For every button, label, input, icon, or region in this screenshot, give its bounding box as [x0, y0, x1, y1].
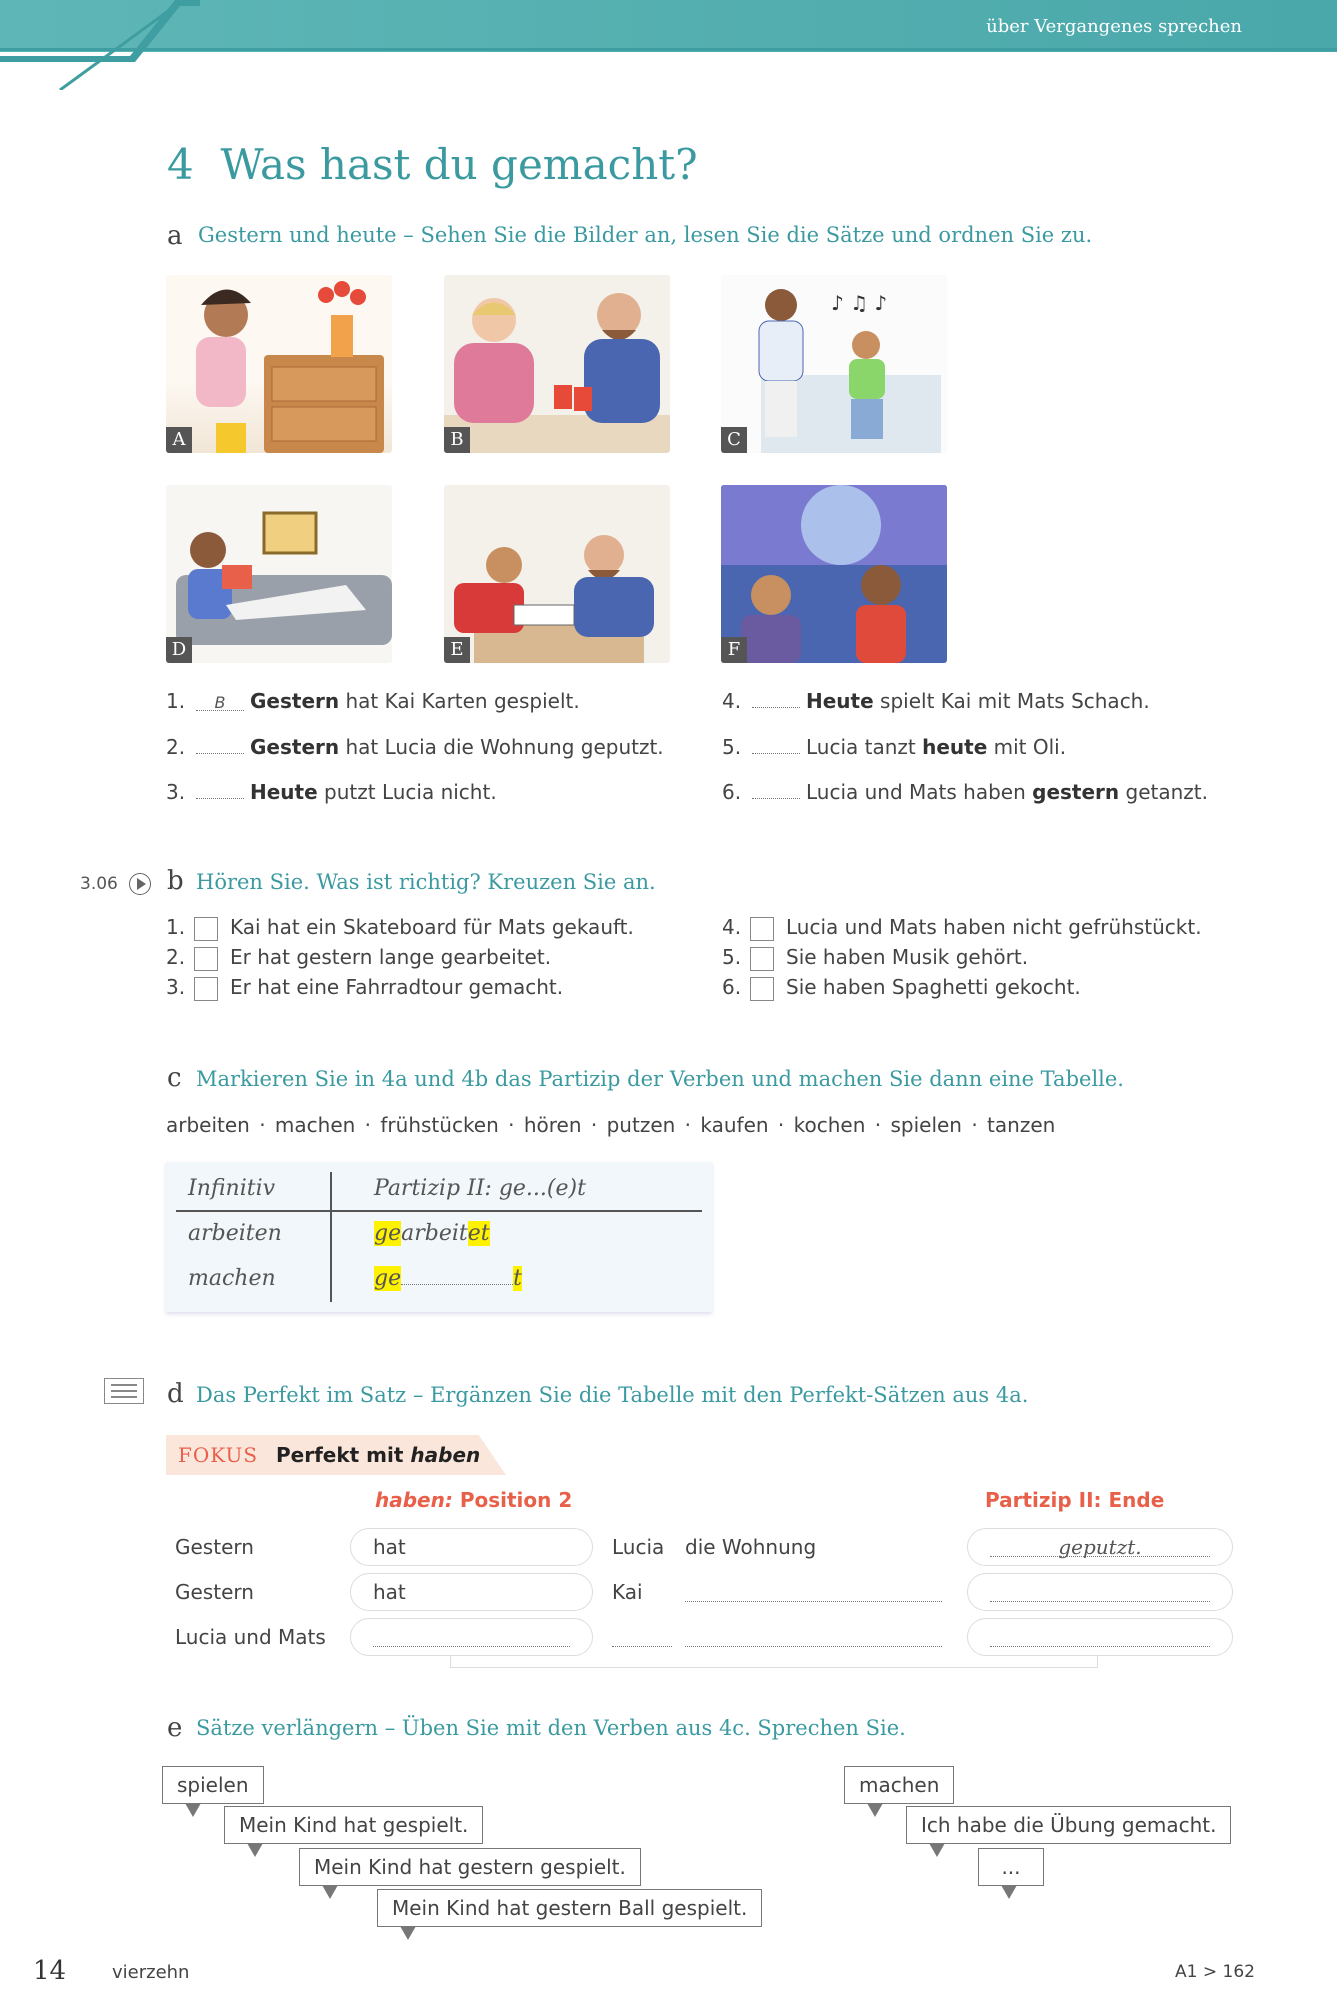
- verb-pill[interactable]: [350, 1618, 593, 1656]
- row-subject: Gestern: [175, 1580, 254, 1604]
- section-e-instruction: Sätze verlängern – Üben Sie mit den Verben aus 4c. Sprechen Sie.: [196, 1716, 906, 1740]
- table-cell-inf: machen: [188, 1266, 276, 1291]
- speech-bubble: Mein Kind hat gestern gespielt.: [299, 1848, 641, 1886]
- partizip-pill[interactable]: geputzt.: [967, 1528, 1233, 1566]
- picture-a: [166, 275, 392, 453]
- audio-track: [80, 873, 151, 895]
- table-cell-inf: arbeiten: [188, 1221, 282, 1246]
- fokus-label: FOKUS: [178, 1443, 259, 1467]
- table-cell-part[interactable]: ge t: [374, 1266, 522, 1291]
- picture-c: [721, 275, 947, 453]
- col-partizip: Partizip II: Ende: [985, 1488, 1165, 1512]
- chess-illustration: [444, 485, 670, 663]
- picture-label: B: [444, 427, 470, 453]
- header-line: [0, 48, 1337, 51]
- page-word: vierzehn: [112, 1962, 190, 1983]
- sentence-a2: 2. Gestern hat Lucia die Wohnung geputzt.: [166, 735, 664, 759]
- fill-line[interactable]: [612, 1625, 672, 1647]
- sentence-a1: 1. B Gestern hat Kai Karten gespielt.: [166, 689, 580, 713]
- grammar-book-icon: [104, 1378, 144, 1404]
- section-b-letter: b: [167, 866, 184, 896]
- checkbox[interactable]: [194, 977, 218, 1001]
- checkbox[interactable]: [194, 947, 218, 971]
- item-b4: 4. Lucia und Mats haben nicht gefrühstückt.: [722, 915, 1202, 939]
- fill-line[interactable]: [685, 1625, 942, 1647]
- fokus-title: Perfekt mit haben: [276, 1443, 481, 1467]
- speech-bubble: machen: [844, 1766, 954, 1804]
- section-e-letter: e: [167, 1713, 183, 1743]
- table-header-line: [176, 1210, 702, 1212]
- row-subject: Gestern: [175, 1535, 254, 1559]
- checkbox[interactable]: [194, 917, 218, 941]
- table-cell-part: gearbeitet: [374, 1221, 490, 1246]
- verb-list: arbeiten · machen · frühstücken · hören · putzen · kaufen · kochen · spielen · tanzen: [166, 1113, 1056, 1137]
- section-c-letter: c: [167, 1063, 182, 1093]
- speech-bubble: spielen: [162, 1766, 264, 1804]
- section-d-letter: d: [167, 1379, 184, 1409]
- answer-field[interactable]: [752, 690, 800, 708]
- answer-field[interactable]: [752, 781, 800, 799]
- item-b2: 2. Er hat gestern lange gearbeitet.: [166, 945, 552, 969]
- table-col-infinitiv: Infinitiv: [188, 1176, 276, 1201]
- item-b6: 6. Sie haben Spaghetti gekocht.: [722, 975, 1081, 999]
- card-game-illustration: [444, 275, 670, 453]
- picture-d: [166, 485, 392, 663]
- svg-text:♪ ♫ ♪: ♪ ♫ ♪: [831, 291, 888, 315]
- row-word: die Wohnung: [685, 1535, 817, 1559]
- picture-e: [444, 485, 670, 663]
- row-word: Lucia: [612, 1535, 665, 1559]
- speech-bubble: Mein Kind hat gespielt.: [224, 1806, 483, 1844]
- sentence-a4: 4. Heute spielt Kai mit Mats Schach.: [722, 689, 1150, 713]
- concert-illustration: [721, 485, 947, 663]
- partizip-pill[interactable]: [967, 1618, 1233, 1656]
- col-haben: haben: Position 2: [375, 1488, 573, 1512]
- answer-field[interactable]: [196, 736, 244, 754]
- picture-label: A: [166, 427, 192, 453]
- play-icon[interactable]: [129, 873, 151, 895]
- item-b1: 1. Kai hat ein Skateboard für Mats gekauft.: [166, 915, 634, 939]
- sentence-a5: 5. Lucia tanzt heute mit Oli.: [722, 735, 1067, 759]
- sentence-a6: 6. Lucia und Mats haben gestern getanzt.: [722, 780, 1208, 804]
- picture-label: F: [721, 637, 747, 663]
- header-accent-shape: [0, 0, 200, 90]
- verb-pill[interactable]: hat: [350, 1528, 593, 1566]
- table-divider: [330, 1172, 332, 1302]
- audio-track-number: 3.06: [80, 874, 118, 894]
- speech-bubble: Mein Kind hat gestern Ball gespielt.: [377, 1889, 762, 1927]
- row-subject: Lucia und Mats: [175, 1625, 326, 1649]
- header-section: über Vergangenes sprechen: [986, 16, 1242, 37]
- speech-bubble: Ich habe die Übung gemacht.: [906, 1806, 1231, 1844]
- page-number: 14: [33, 1956, 67, 1986]
- checkbox[interactable]: [750, 977, 774, 1001]
- checkbox[interactable]: [750, 947, 774, 971]
- reading-illustration: [166, 485, 392, 663]
- speech-bubble: ...: [978, 1848, 1044, 1886]
- section-d-instruction: Das Perfekt im Satz – Ergänzen Sie die Tabelle mit den Perfekt-Sätzen aus 4a.: [196, 1383, 1029, 1407]
- workbook-reference: A1 > 162: [1175, 1962, 1255, 1982]
- fill-line[interactable]: [685, 1580, 942, 1602]
- title-number: 4: [167, 140, 194, 189]
- section-a-letter: a: [167, 221, 183, 251]
- verb-pill[interactable]: hat: [350, 1573, 593, 1611]
- picture-f: [721, 485, 947, 663]
- item-b5: 5. Sie haben Musik gehört.: [722, 945, 1029, 969]
- answer-field[interactable]: B: [196, 693, 244, 711]
- checkbox[interactable]: [750, 917, 774, 941]
- section-a-instruction: Gestern und heute – Sehen Sie die Bilder an, lesen Sie die Sätze und ordnen Sie zu.: [198, 223, 1093, 247]
- partizip-pill[interactable]: [967, 1573, 1233, 1611]
- picture-b: [444, 275, 670, 453]
- answer-field[interactable]: [196, 781, 244, 799]
- picture-label: E: [444, 637, 470, 663]
- picture-label: D: [166, 637, 192, 663]
- answer-field[interactable]: [752, 736, 800, 754]
- section-c-instruction: Markieren Sie in 4a und 4b das Partizip der Verben und machen Sie dann eine Tabelle.: [196, 1067, 1124, 1091]
- title-text: Was hast du gemacht?: [220, 140, 698, 189]
- table-col-partizip: Partizip II: ge...(e)t: [374, 1176, 586, 1201]
- dancing-illustration: [721, 275, 947, 453]
- picture-label: C: [721, 427, 747, 453]
- sentence-a3: 3. Heute putzt Lucia nicht.: [166, 780, 497, 804]
- row-word: Kai: [612, 1580, 643, 1604]
- item-b3: 3. Er hat eine Fahrradtour gemacht.: [166, 975, 564, 999]
- page-title: [167, 140, 698, 189]
- cleaning-scene-illustration: [166, 275, 392, 453]
- partizip-table: [166, 1162, 712, 1312]
- section-b-instruction: Hören Sie. Was ist richtig? Kreuzen Sie an.: [196, 870, 656, 894]
